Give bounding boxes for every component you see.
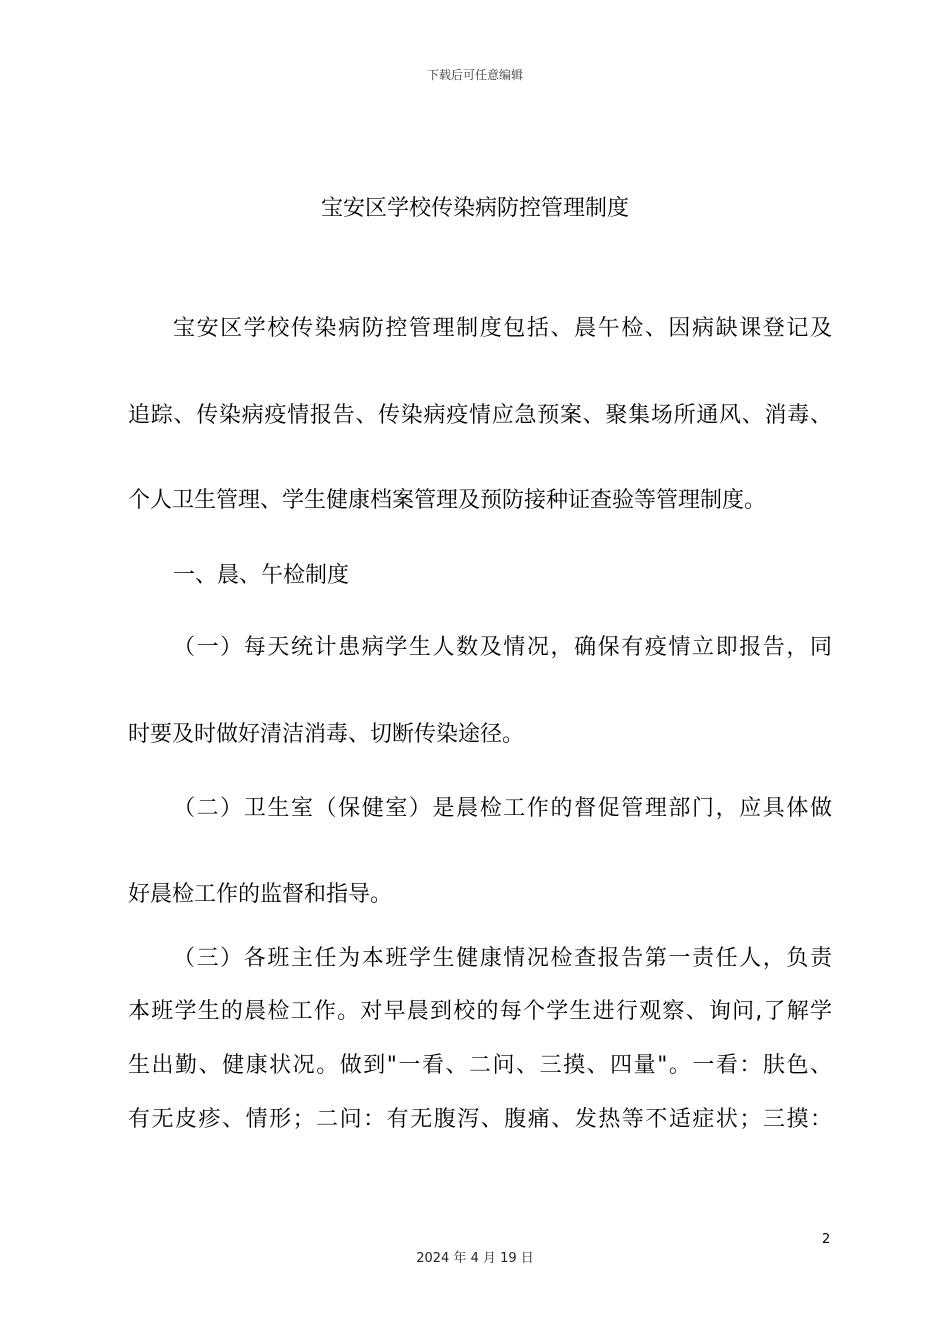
page-header: 下载后可任意编辑 — [426, 68, 523, 82]
paragraph-line: 本班学生的晨检工作。对早晨到校的每个学生进行观察、询问,了解学 — [128, 999, 832, 1024]
document-title: 宝安区学校传染病防控管理制度 — [320, 196, 629, 221]
paragraph-line: 好晨检工作的监督和指导。 — [128, 882, 393, 907]
page-number: 2 — [822, 1232, 831, 1247]
paragraph-line: （二）卫生室（保健室）是晨检工作的督促管理部门，应具体做 — [173, 796, 832, 821]
paragraph-line: （三）各班主任为本班学生健康情况检查报告第一责任人，负责 — [173, 946, 832, 971]
paragraph-line: 生出勤、健康状况。做到"一看、二问、三摸、四量"。一看：肤色、 — [128, 1053, 832, 1078]
paragraph-line: 个人卫生管理、学生健康档案管理及预防接种证查验等管理制度。 — [128, 488, 767, 513]
page-footer-date: 2024 年 4 月 19 日 — [416, 1251, 534, 1266]
paragraph-line: 有无皮疹、情形；二问：有无腹泻、腹痛、发热等不适症状；三摸： — [128, 1107, 832, 1132]
paragraph-line: 时要及时做好清洁消毒、切断传染途径。 — [128, 722, 525, 747]
section-heading: 一、晨、午检制度 — [173, 563, 350, 588]
paragraph-line: 追踪、传染病疫情报告、传染病疫情应急预案、聚集场所通风、消毒、 — [128, 403, 832, 428]
paragraph-line: 宝安区学校传染病防控管理制度包括、晨午检、因病缺课登记及 — [173, 316, 832, 341]
paragraph-line: （一）每天统计患病学生人数及情况，确保有疫情立即报告，同 — [173, 635, 832, 660]
